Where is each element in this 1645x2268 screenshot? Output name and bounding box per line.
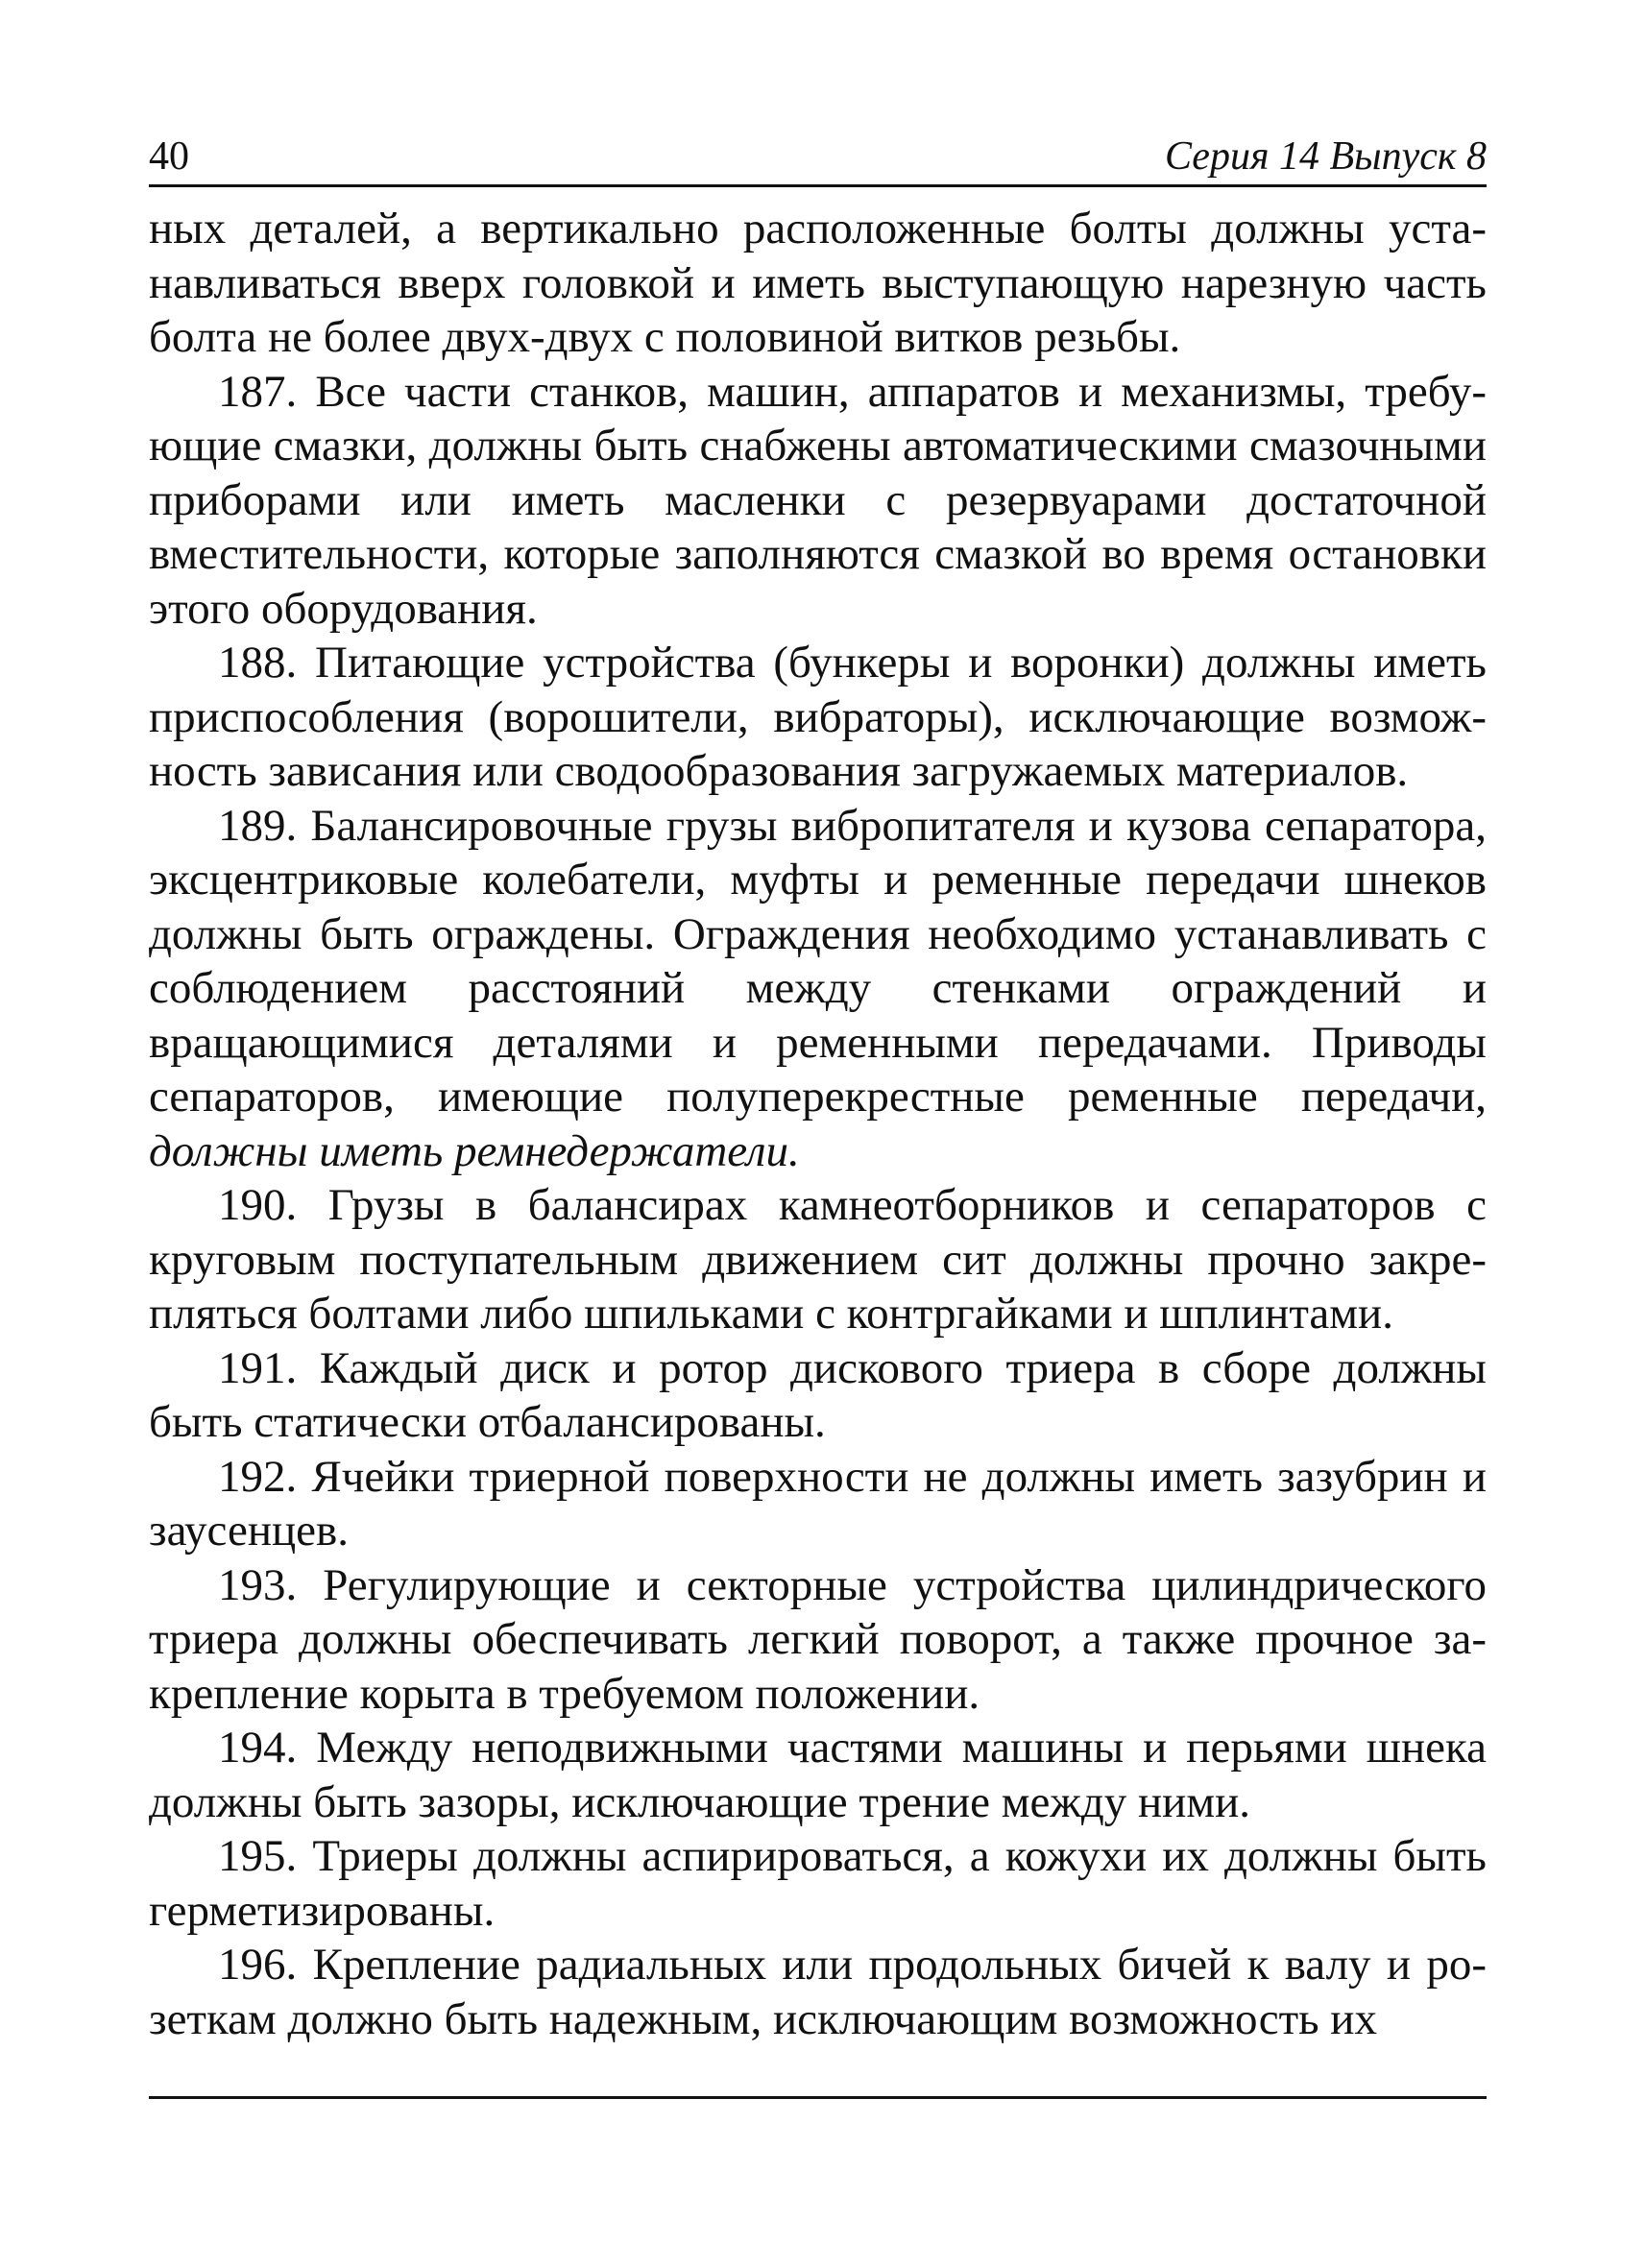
paragraph-189 (149, 799, 1487, 1179)
paragraph-187 (149, 365, 1487, 637)
paragraph-text: 192. Ячейки триерной поверхности не должны иметь зазубрин и заусенцев. (149, 1451, 1487, 1556)
paragraph-text: ных деталей, а вертикально расположенные болты должны устанавливаться вверх головкой и иметь выступающую нарезную часть болта не более двух-двух с половиной витков резьбы. (149, 204, 1487, 362)
paragraph-196 (149, 1938, 1487, 2046)
paragraph-text: 191. Каждый диск и ротор дискового триера в сборе должны быть статически отбалансированы. (149, 1342, 1487, 1447)
paragraph-text: 193. Регулирующие и секторные устройства цилиндрического триера должны обеспечивать легкий поворот, а также прочное закрепление корыта в требуемом положении. (149, 1559, 1487, 1719)
paragraph-192 (149, 1450, 1487, 1558)
paragraph-188 (149, 636, 1487, 799)
paragraph-191 (149, 1341, 1487, 1450)
paragraph-text: 188. Питающие устройства (бункеры и воронки) должны иметь приспособления (ворошители, вибраторы), исключающие возможность зависания или сводообразования загружаемых материалов. (149, 638, 1487, 796)
paragraph-194 (149, 1721, 1487, 1829)
paragraph-text: 195. Триеры должны аспирироваться, а кожухи их должны быть герметизированы. (149, 1831, 1487, 1936)
running-head: Серия 14 Выпуск 8 (1165, 134, 1487, 179)
page-number: 40 (149, 134, 189, 179)
paragraph-italic-tail: должны иметь ремнедержатели. (149, 1125, 800, 1176)
paragraph-text: 196. Крепление радиальных или продольных бичей к валу и розеткам должно быть надежным, исключающим возможность их (149, 1940, 1487, 2044)
paragraph-text: 194. Между неподвижными частями машины и перьями шнека должны быть зазоры, исключающие трение между ними. (149, 1723, 1487, 1827)
paragraph-190 (149, 1178, 1487, 1341)
footer-rule (149, 2096, 1487, 2099)
paragraph-195 (149, 1829, 1487, 1938)
paragraph-continuation (149, 202, 1487, 365)
paragraph-text: 190. Грузы в балансирах камнеотборников и сепараторов с круговым поступательным движением сит должны прочно закрепляться болтами либо шпильками с контргайками и шплинтами. (149, 1180, 1487, 1339)
body-text (149, 202, 1487, 2046)
paragraph-text: 187. Все части станков, машин, аппаратов и механизмы, требующие смазки, должны быть снабжены автоматическими смазочными приборами или иметь масленки с резервуарами достаточной вместительности, которые заполняются смазкой во время остановки этого оборудования. (149, 366, 1487, 634)
paragraph-193 (149, 1558, 1487, 1722)
paragraph-text: 189. Балансировочные грузы вибропитателя и кузова сепаратора, эксцентриковые колебатели, муфты и ременные передачи шнеков должны быть ограждены. Ограждения необходимо устанавливать с соблюдением расстояний между стенками ограждений и вращающимися деталями и ременными передачами. Приводы сепараторов, имеющие полуперекрестные ременные передачи, (149, 800, 1487, 1122)
page-header (149, 127, 1487, 187)
